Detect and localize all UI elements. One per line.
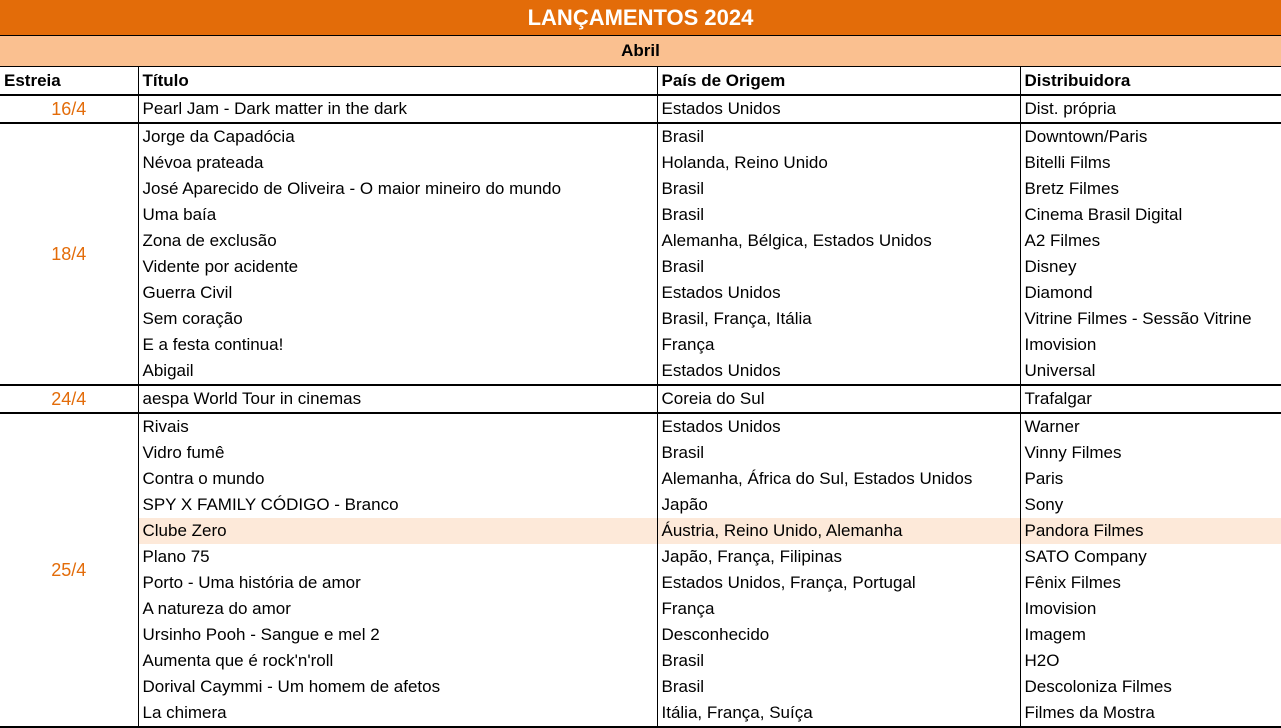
title-cell[interactable]: Plano 75	[138, 544, 657, 570]
title-cell[interactable]: A natureza do amor	[138, 596, 657, 622]
distributor-cell[interactable]: Imagem	[1024, 625, 1086, 644]
distributor-cell[interactable]: Vinny Filmes	[1024, 443, 1122, 462]
header-distribuidora[interactable]: Distribuidora	[1020, 67, 1281, 95]
table-row	[0, 150, 1281, 176]
title-cell[interactable]: Zona de exclusão	[138, 228, 657, 254]
distributor-cell[interactable]: Paris	[1024, 469, 1064, 488]
month-header: Abril	[0, 36, 1281, 67]
distributor-cell[interactable]: Downtown/Paris	[1024, 127, 1148, 146]
distributor-cell[interactable]: Warner	[1024, 417, 1080, 436]
title-cell[interactable]: aespa World Tour in cinemas	[138, 385, 657, 413]
distributor-cell[interactable]: A2 Filmes	[1024, 231, 1101, 250]
header-estreia[interactable]: Estreia	[0, 67, 138, 95]
title-cell[interactable]: Aumenta que é rock'n'roll	[138, 648, 657, 674]
table-row	[0, 518, 1281, 544]
distributor-cell[interactable]: SATO Company	[1024, 547, 1147, 566]
country-cell[interactable]: Japão	[657, 492, 1020, 518]
title-cell[interactable]: Porto - Uma história de amor	[138, 570, 657, 596]
table-row	[0, 123, 1281, 150]
distributor-cell[interactable]: Trafalgar	[1020, 385, 1281, 413]
distributor-cell[interactable]: Fênix Filmes	[1024, 573, 1121, 592]
distributor-cell[interactable]: Descoloniza Filmes	[1024, 677, 1172, 696]
country-cell[interactable]: França	[657, 596, 1020, 622]
title-cell[interactable]: Dorival Caymmi - Um homem de afetos	[138, 674, 657, 700]
country-cell[interactable]: Brasil	[657, 202, 1020, 228]
table-body	[0, 95, 1281, 727]
title-cell[interactable]: Abigail	[138, 358, 657, 385]
table-row	[0, 622, 1281, 648]
country-cell[interactable]: Alemanha, África do Sul, Estados Unidos	[657, 466, 1020, 492]
table-row	[0, 228, 1281, 254]
country-cell[interactable]: Brasil	[657, 176, 1020, 202]
table-row	[0, 385, 1281, 413]
table-row	[0, 306, 1281, 332]
table-row	[0, 332, 1281, 358]
country-cell[interactable]: Brasil	[657, 254, 1020, 280]
title-cell[interactable]: Névoa prateada	[138, 150, 657, 176]
title-cell[interactable]: Ursinho Pooh - Sangue e mel 2	[138, 622, 657, 648]
country-cell[interactable]: Estados Unidos, França, Portugal	[657, 570, 1020, 596]
distributor-cell[interactable]: Dist. própria	[1020, 95, 1281, 123]
country-cell[interactable]: Brasil	[657, 440, 1020, 466]
country-cell[interactable]: Estados Unidos	[657, 280, 1020, 306]
distributor-cell[interactable]: Diamond	[1024, 283, 1093, 302]
sheet-title: LANÇAMENTOS 2024	[0, 0, 1281, 36]
title-cell[interactable]: Uma baía	[138, 202, 657, 228]
table-row	[0, 492, 1281, 518]
distributor-cell[interactable]: Cinema Brasil Digital	[1024, 205, 1183, 224]
title-cell[interactable]: Vidro fumê	[138, 440, 657, 466]
country-cell[interactable]: Coreia do Sul	[657, 385, 1020, 413]
country-cell[interactable]: Estados Unidos	[657, 413, 1020, 440]
table-row	[0, 95, 1281, 123]
country-cell[interactable]: Brasil	[657, 674, 1020, 700]
distributor-cell[interactable]: Imovision	[1024, 599, 1097, 618]
title-cell[interactable]: Contra o mundo	[138, 466, 657, 492]
table-row	[0, 648, 1281, 674]
distributor-cell[interactable]: Vitrine Filmes - Sessão Vitrine	[1024, 309, 1252, 328]
country-cell[interactable]: Áustria, Reino Unido, Alemanha	[657, 518, 1020, 544]
distributor-cell[interactable]: Bretz Filmes	[1024, 179, 1119, 198]
country-cell[interactable]: França	[657, 332, 1020, 358]
country-cell[interactable]: Desconhecido	[657, 622, 1020, 648]
release-date-cell[interactable]: 25/4	[0, 413, 138, 727]
title-cell[interactable]: SPY X FAMILY CÓDIGO - Branco	[138, 492, 657, 518]
title-cell[interactable]: Pearl Jam - Dark matter in the dark	[138, 95, 657, 123]
country-cell[interactable]: Brasil	[657, 648, 1020, 674]
country-cell[interactable]: Brasil	[657, 123, 1020, 150]
table-row	[0, 254, 1281, 280]
title-cell[interactable]: Rivais	[138, 413, 657, 440]
country-cell[interactable]: Brasil, França, Itália	[657, 306, 1020, 332]
table-row	[0, 202, 1281, 228]
release-date-cell[interactable]: 16/4	[0, 95, 138, 123]
table-row	[0, 176, 1281, 202]
table-row	[0, 280, 1281, 306]
distributor-cell[interactable]: Universal	[1020, 358, 1281, 385]
table-row	[0, 596, 1281, 622]
title-cell[interactable]: E a festa continua!	[138, 332, 657, 358]
distributor-cell[interactable]: H2O	[1024, 651, 1060, 670]
releases-table	[0, 67, 1281, 728]
distributor-cell[interactable]: Imovision	[1024, 335, 1097, 354]
header-row	[0, 67, 1281, 95]
table-row	[0, 544, 1281, 570]
title-cell[interactable]: Guerra Civil	[138, 280, 657, 306]
distributor-cell[interactable]: Bitelli Films	[1024, 153, 1111, 172]
table-row	[0, 570, 1281, 596]
title-cell[interactable]: Vidente por acidente	[138, 254, 657, 280]
table-row	[0, 466, 1281, 492]
title-cell[interactable]: José Aparecido de Oliveira - O maior mineiro do mundo	[138, 176, 657, 202]
release-date-cell[interactable]: 18/4	[0, 123, 138, 385]
country-cell[interactable]: Alemanha, Bélgica, Estados Unidos	[657, 228, 1020, 254]
title-cell[interactable]: Jorge da Capadócia	[138, 123, 657, 150]
country-cell[interactable]: Itália, França, Suíça	[657, 700, 1020, 727]
distributor-cell[interactable]: Sony	[1024, 495, 1064, 514]
distributor-cell[interactable]: Pandora Filmes	[1020, 518, 1281, 544]
title-cell[interactable]: La chimera	[138, 700, 657, 727]
table-row	[0, 440, 1281, 466]
header-pais[interactable]: País de Origem	[657, 67, 1020, 95]
country-cell[interactable]: Japão, França, Filipinas	[657, 544, 1020, 570]
title-cell[interactable]: Clube Zero	[138, 518, 657, 544]
distributor-cell[interactable]: Disney	[1024, 257, 1077, 276]
table-row	[0, 674, 1281, 700]
country-cell[interactable]: Estados Unidos	[657, 358, 1020, 385]
table-row	[0, 700, 1281, 727]
title-cell[interactable]: Sem coração	[138, 306, 657, 332]
country-cell[interactable]: Holanda, Reino Unido	[657, 150, 1020, 176]
header-titulo[interactable]: Título	[138, 67, 657, 95]
country-cell[interactable]: Estados Unidos	[657, 95, 1020, 123]
table-row	[0, 358, 1281, 385]
distributor-cell[interactable]: Filmes da Mostra	[1020, 700, 1281, 727]
table-row	[0, 413, 1281, 440]
release-date-cell[interactable]: 24/4	[0, 385, 138, 413]
